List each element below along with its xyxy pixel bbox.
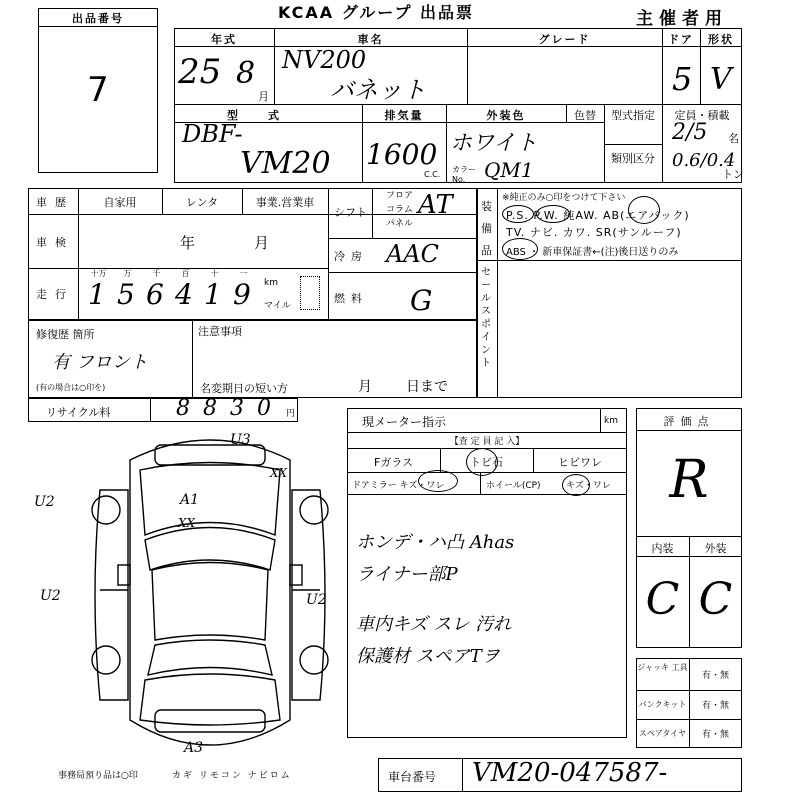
equipment-row2: TV. ナビ. カワ. SR(サンルーフ) — [506, 226, 682, 239]
equipment-row1: P.S. P.W. 純AW. AB(エアバック) — [506, 209, 690, 222]
shift-value: AT — [418, 190, 453, 220]
ab-circle — [628, 196, 660, 224]
recycle-digit: 8 — [203, 396, 217, 421]
divider — [192, 320, 193, 398]
mileage-digit: 5 — [117, 278, 135, 311]
equipment-note: ※純正のみ○印をつけて下さい — [502, 193, 626, 203]
model-value: VM20 — [240, 146, 331, 181]
year-value: 25 — [178, 52, 222, 92]
inspector-note-2: ライナー部P — [356, 564, 458, 585]
km-label: km — [264, 278, 278, 288]
glass-label: Fガラス — [374, 456, 413, 469]
org-title: KCAA グループ 出品票 — [278, 3, 475, 22]
mileage-label: 走行 — [36, 288, 74, 301]
model-value-prefix: DBF- — [182, 120, 243, 148]
diagram-mark-left-side: U2 — [40, 588, 61, 604]
lot-box-label: 出品番号 — [72, 12, 124, 25]
capacity-label: 定員・積載 — [674, 109, 730, 122]
diagram-mark-right-side: U2 — [306, 592, 327, 608]
rental-label: レンタ — [185, 196, 219, 209]
deadline-month: 月 — [358, 379, 372, 395]
hood — [140, 463, 280, 536]
model-label: 型式 — [227, 109, 309, 122]
color-value: ホワイト — [450, 131, 538, 156]
diagram-mark-hood: A1 — [180, 492, 200, 508]
sales-point-label: セールスポイント — [481, 267, 491, 369]
divider — [477, 260, 742, 261]
shape-value: V — [710, 62, 732, 97]
wheel-options: キズ・ワレ — [566, 481, 611, 491]
color-change-label: 色替 — [574, 109, 596, 122]
private-use-label: 自家用 — [103, 196, 137, 209]
car-name-line2: バネット — [330, 76, 426, 104]
color-no-label: カラー No. — [452, 165, 476, 184]
mileage-digit: 9 — [233, 278, 251, 311]
divider — [600, 408, 601, 432]
exterior-color-label: 外装色 — [486, 109, 526, 122]
month-suffix: 月 — [258, 90, 269, 103]
business-label: 事業.営業車 — [255, 196, 315, 209]
chassis-label: 車台番号 — [388, 770, 437, 784]
door-value: 5 — [672, 60, 693, 98]
recycle-digit: 0 — [257, 396, 271, 421]
divider — [174, 104, 742, 105]
displacement-label: 排気量 — [384, 109, 424, 122]
recycle-unit: 円 — [286, 409, 296, 419]
displacement-value: 1600 — [366, 138, 438, 171]
divider — [150, 398, 151, 422]
meter-km: km — [604, 416, 618, 426]
lot-number: 7 — [87, 70, 109, 110]
left-front-wheel — [92, 496, 120, 524]
diagram-mark-left-front: U2 — [34, 494, 55, 510]
inspection-month: 月 — [254, 234, 270, 252]
tool-repairkit-label: パンクキット — [638, 700, 687, 709]
mirror-label: ドアミラー キズ・ワレ — [352, 481, 445, 491]
wheel-circle — [562, 474, 590, 496]
load-value: 0.6/0.4 — [672, 150, 736, 171]
diagram-mark-rear: A3 — [184, 740, 204, 756]
inspector-note-3: 車内キズ スレ 汚れ — [356, 614, 512, 635]
windshield — [145, 528, 275, 571]
caution-label: 注意事項 — [198, 325, 242, 338]
exterior-label: 外装 — [704, 542, 727, 555]
mileage-digit: 1 — [204, 278, 222, 311]
divider — [347, 494, 627, 495]
divider — [38, 26, 158, 27]
office-items: カギ リモコン ナビロム — [172, 771, 292, 781]
year-label: 年式 — [211, 33, 237, 46]
divider — [497, 188, 498, 398]
left-side-panel — [95, 490, 128, 700]
organizer-label: 主催者用 — [636, 9, 728, 29]
mileage-digit: 1 — [88, 278, 106, 311]
repair-note: (有の場合は○印を) — [36, 383, 106, 392]
class-label: 類別区分 — [611, 152, 655, 165]
divider — [636, 430, 742, 431]
interior-value: C — [645, 574, 680, 625]
recycle-digit: 8 — [176, 396, 190, 421]
fuel-value: G — [410, 284, 433, 317]
shift-option-panel: パネル — [386, 219, 414, 229]
mile-checkbox[interactable] — [300, 276, 320, 310]
divider — [328, 272, 477, 273]
equipment-side-label: 装備品 — [481, 200, 492, 257]
capacity-value: 2/5 — [672, 120, 708, 145]
inspection-label: 車検 — [36, 236, 74, 249]
deadline-label: 名変期日の短い方 — [200, 382, 288, 395]
inspector-note-4: 保護材 スペアTヲ — [356, 646, 500, 667]
chassis-value: VM20-047587- — [472, 758, 668, 788]
car-name-line1: NV200 — [282, 46, 367, 74]
ac-label: 冷房 — [334, 250, 368, 263]
divider — [604, 144, 662, 145]
rear-window — [148, 640, 272, 675]
tool-repairkit-value: 有・無 — [701, 701, 729, 711]
capacity-unit: 名 — [728, 132, 739, 145]
divider — [462, 758, 463, 792]
color-no-value: QM1 — [484, 158, 534, 182]
exterior-value: C — [698, 574, 733, 625]
mileage-digit-label: 千 — [152, 269, 161, 278]
roof — [152, 563, 268, 641]
meter-label: 現メーター指示 — [362, 415, 447, 429]
abs-circle — [502, 238, 538, 260]
tool-spare-value: 有・無 — [701, 730, 729, 740]
load-unit: トン — [722, 168, 744, 181]
repair-value: 有 フロント — [52, 352, 148, 373]
evaluation-score: R — [669, 450, 709, 510]
cc-label: C.C. — [424, 170, 441, 179]
mileage-digit: 4 — [175, 278, 193, 311]
interior-label: 内装 — [651, 542, 674, 555]
mile-label: マイル — [264, 301, 291, 311]
mileage-digit: 6 — [146, 278, 164, 311]
mileage-digit-label: 万 — [123, 269, 132, 278]
mileage-digit-label: 十 — [210, 269, 219, 278]
chip-circle — [466, 448, 498, 476]
ac-value: AAC — [386, 240, 440, 268]
wheel-label: ホイール(CP) — [486, 481, 541, 491]
recycle-digit: 3 — [230, 396, 244, 421]
divider — [662, 28, 663, 183]
evaluation-label: 評価点 — [663, 415, 715, 428]
shift-option-floor: フロア — [386, 191, 414, 201]
shape-label: 形状 — [708, 33, 734, 46]
trunk — [140, 674, 280, 725]
pw-circle — [536, 205, 570, 223]
divider — [372, 188, 373, 238]
ps-circle — [502, 205, 534, 223]
repair-label: 修復歴 箇所 — [36, 328, 95, 341]
car-body-outline — [130, 440, 290, 745]
divider — [328, 188, 329, 320]
mileage-digit-label: 十万 — [90, 269, 107, 278]
tool-jack-label: ジャッキ 工具 — [637, 663, 688, 672]
chip-label: トビ石 — [470, 456, 503, 469]
deadline-day: 日まで — [406, 379, 448, 395]
right-rear-wheel — [300, 646, 328, 674]
office-note: 事務局預り品は○印 — [58, 771, 138, 781]
divider — [328, 238, 477, 239]
mirror-circle — [418, 470, 458, 492]
divider — [347, 432, 627, 433]
equipment-row3: ABS ・ 新車保証書←(注)後日送りのみ — [506, 247, 679, 258]
left-rear-wheel — [92, 646, 120, 674]
fuel-label: 燃料 — [334, 292, 368, 305]
door-label: ドア — [668, 33, 694, 46]
inspector-section-label: 【査 定 員 記 入】 — [449, 437, 525, 447]
history-label: 車歴 — [36, 196, 74, 209]
shift-label: シフト — [334, 206, 367, 219]
inspector-note-1: ホンデ・ハ凸 Ahas — [356, 532, 515, 553]
diagram-mark-right-xx: XX — [270, 466, 288, 480]
tool-jack-value: 有・無 — [701, 671, 729, 681]
type-designation-label: 型式指定 — [611, 109, 655, 122]
diagram-mark-front: U3 — [230, 432, 251, 448]
car-name-label: 車名 — [357, 33, 384, 46]
crack-label: ヒビワレ — [558, 456, 602, 469]
mileage-digit-label: 百 — [181, 269, 190, 278]
mileage-digit-label: 一 — [239, 269, 248, 278]
month-value: 8 — [236, 56, 256, 91]
grade-label: グレード — [538, 33, 591, 46]
shift-option-column: コラム — [386, 205, 413, 215]
right-front-wheel — [300, 496, 328, 524]
tool-spare-label: スペアタイヤ — [638, 729, 687, 738]
rear-bumper — [155, 710, 265, 732]
inspection-year: 年 — [180, 234, 196, 252]
diagram-mark-hood-xx: XX — [178, 516, 196, 530]
recycle-label: リサイクル料 — [46, 406, 111, 419]
